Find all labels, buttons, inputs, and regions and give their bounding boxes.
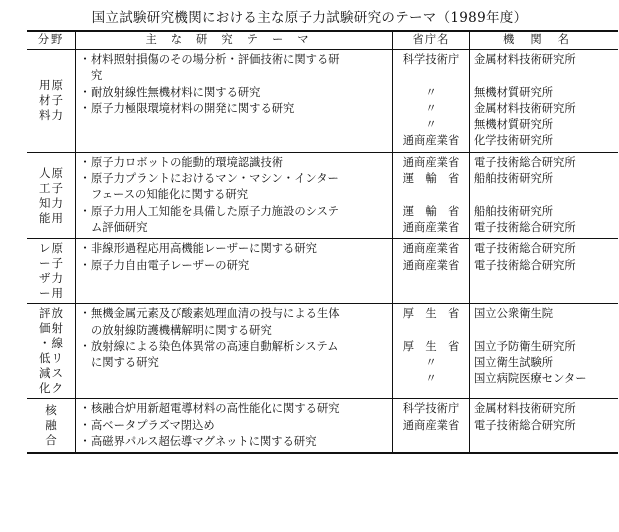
bullet: ・: [79, 53, 91, 66]
ministry-name: 〃: [425, 372, 437, 386]
ministry-name: 〃: [425, 85, 437, 99]
field-cell: [27, 399, 76, 453]
theme-line: 原子力プラントにおけるマン・マシン・インター: [91, 172, 339, 186]
bullet: ・: [79, 434, 91, 448]
theme-item: [79, 306, 389, 339]
field-label: [28, 306, 74, 396]
theme-text: [91, 258, 389, 274]
header-institute: 機関名: [470, 31, 619, 50]
institute-cell: [470, 152, 619, 238]
header-row: [27, 31, 618, 50]
theme-item: [79, 339, 389, 372]
theme-item: [79, 418, 389, 434]
theme-item: [79, 155, 389, 171]
institute-name: [474, 187, 615, 203]
theme-text: [91, 171, 389, 204]
theme-line: 高ベータプラズマ閉込め: [91, 418, 215, 432]
field-label: [28, 78, 74, 123]
ministry-name: 通商産業省: [402, 220, 460, 234]
ministry-name: 運 輸 省: [402, 204, 460, 218]
field-label-column: 原 子 力 用: [51, 165, 63, 225]
ministry-name: 運 輸 省: [402, 172, 460, 186]
table-row: [27, 239, 618, 304]
theme-line: 原子力用人工知能を具備した原子力施設のシステ: [91, 204, 339, 218]
research-themes-table: [27, 30, 618, 454]
ministry-name: 通商産業省: [402, 155, 460, 169]
institute-name: 電子技術総合研究所: [474, 155, 576, 169]
theme-item: [79, 101, 389, 117]
theme-line: 高磁界パルス超伝導マグネットに関する研究: [91, 434, 317, 448]
ministry-name: 〃: [425, 356, 437, 370]
theme-text: [91, 241, 389, 257]
theme-item: [79, 204, 389, 237]
theme-text: [91, 101, 389, 117]
theme-item: [79, 52, 389, 85]
theme-line: 耐放射線性無機材料に関する研究: [91, 85, 261, 99]
institute-name: 国立衛生試験所: [474, 356, 554, 370]
bullet: ・: [79, 242, 91, 256]
institute-cell: [470, 239, 619, 304]
table-row: [27, 399, 618, 453]
institute-name: 国立病院医療センター: [474, 372, 587, 386]
theme-text: [91, 52, 389, 85]
bullet: ・: [79, 204, 91, 218]
institute-cell: [470, 304, 619, 399]
ministry-name: 厚 生 省: [402, 307, 460, 321]
themes-cell: [76, 399, 393, 453]
ministry-cell: [393, 239, 470, 304]
ministry-name: 科学技術庁: [402, 53, 460, 66]
bullet: ・: [79, 418, 91, 432]
theme-line: 核融合炉用新超電導材料の高性能化に関する研究: [91, 402, 340, 416]
themes-cell: [76, 304, 393, 399]
field-cell: [27, 239, 76, 304]
bullet: ・: [79, 258, 91, 272]
bullet: ・: [79, 85, 91, 99]
ministry-name: [396, 68, 466, 84]
theme-item: [79, 258, 389, 274]
field-cell: [27, 304, 76, 399]
table-title: 国立試験研究機関における主な原子力試験研究のテーマ（1989年度）: [91, 10, 528, 26]
field-label-column: 原 子 力 用: [51, 241, 63, 301]
header-field: 分野: [27, 31, 76, 50]
theme-text: [91, 85, 389, 101]
ministry-name: 厚 生 省: [402, 339, 460, 353]
table-body: [27, 50, 618, 454]
themes-cell: [76, 152, 393, 238]
ministry-cell: [393, 50, 470, 153]
theme-line: 原子力ロボットの能動的環境認識技術: [91, 155, 284, 169]
theme-line: 無機金属元素及び酸素処理血清の投与による生体: [91, 307, 340, 321]
themes-cell: [76, 50, 393, 153]
bullet: ・: [79, 172, 91, 186]
field-cell: [27, 152, 76, 238]
ministry-name: 〃: [425, 118, 437, 132]
institute-name: 無機材質研究所: [474, 118, 554, 132]
field-label-column: 放 射 線 リ ス ク: [51, 306, 63, 396]
theme-text: [91, 434, 389, 450]
theme-line: 原子力極限環境材料の開発に関する研究: [91, 101, 295, 115]
institute-name: 無機材質研究所: [474, 85, 554, 99]
theme-line: 非線形過程応用高機能レーザーに関する研究: [91, 242, 317, 256]
theme-text: [91, 155, 389, 171]
institute-name: [474, 68, 615, 84]
institute-cell: [470, 50, 619, 153]
header-theme: 主な研究テーマ: [76, 31, 393, 50]
institute-name: 電子技術総合研究所: [474, 418, 576, 432]
institute-name: 電子技術総合研究所: [474, 242, 576, 256]
theme-item: [79, 85, 389, 101]
ministry-name: 科学技術庁: [402, 402, 460, 416]
institute-name: 金属材料技術研究所: [474, 101, 576, 115]
field-label: [28, 166, 74, 226]
institute-name: 金属材料技術研究所: [474, 53, 576, 66]
theme-line: の放射線防護機構解明に関する研究: [91, 323, 272, 337]
ministry-name: [396, 434, 466, 450]
bullet: ・: [79, 307, 91, 321]
ministry-cell: [393, 399, 470, 453]
field-label-column: 原 子 力: [51, 78, 63, 123]
ministry-cell: [393, 304, 470, 399]
institute-name: [474, 434, 615, 450]
institute-name: 国立公衆衛生院: [474, 307, 554, 321]
header-ministry: 省庁名: [393, 31, 470, 50]
theme-item: [79, 171, 389, 204]
theme-text: [91, 204, 389, 237]
field-label-column: 核 融 合: [45, 403, 57, 448]
table-row: [27, 152, 618, 238]
theme-line: 原子力自由電子レーザーの研究: [91, 258, 250, 272]
ministry-name: 通商産業省: [402, 242, 460, 256]
field-cell: [27, 50, 76, 153]
bullet: ・: [79, 155, 91, 169]
institute-name: 金属材料技術研究所: [474, 402, 576, 416]
theme-text: [91, 306, 389, 339]
table-row: [27, 50, 618, 153]
ministry-name: 通商産業省: [402, 258, 460, 272]
ministry-name: [396, 323, 466, 339]
ministry-name: 〃: [425, 101, 437, 115]
institute-name: [474, 323, 615, 339]
ministry-name: 通商産業省: [402, 418, 460, 432]
institute-name: 国立予防衛生研究所: [474, 339, 576, 353]
ministry-cell: [393, 152, 470, 238]
field-label-column: レ ー ザ ー: [39, 241, 51, 301]
institute-name: 電子技術総合研究所: [474, 220, 576, 234]
theme-line: に関する研究: [91, 356, 159, 370]
institute-cell: [470, 399, 619, 453]
theme-line: フェースの知能化に関する研究: [91, 188, 249, 202]
institute-name: 化学技術研究所: [474, 134, 554, 148]
institute-name: 電子技術総合研究所: [474, 258, 576, 272]
field-label-column: 用 材 料: [39, 78, 51, 123]
bullet: ・: [79, 402, 91, 416]
theme-line: 放射線による染色体異常の高速自動解析システム: [91, 339, 339, 353]
field-label-column: 人 工 知 能: [39, 165, 51, 225]
theme-line: 究: [91, 69, 103, 83]
field-label: [28, 403, 74, 448]
theme-text: [91, 339, 389, 372]
theme-item: [79, 241, 389, 257]
bullet: ・: [79, 339, 91, 353]
theme-item: [79, 401, 389, 417]
theme-line: ム評価研究: [91, 220, 148, 234]
field-label: [28, 241, 74, 301]
field-label-column: 評 価 ・ 低 減 化: [39, 306, 51, 396]
ministry-name: [396, 187, 466, 203]
theme-text: [91, 401, 389, 417]
theme-text: [91, 418, 389, 434]
theme-item: [79, 434, 389, 450]
theme-line: 材料照射損傷のその場分析・評価技術に関する研: [91, 53, 340, 66]
bullet: ・: [79, 101, 91, 115]
table-row: [27, 304, 618, 399]
institute-name: 船舶技術研究所: [474, 172, 554, 186]
themes-cell: [76, 239, 393, 304]
institute-name: 船舶技術研究所: [474, 204, 554, 218]
ministry-name: 通商産業省: [402, 134, 460, 148]
